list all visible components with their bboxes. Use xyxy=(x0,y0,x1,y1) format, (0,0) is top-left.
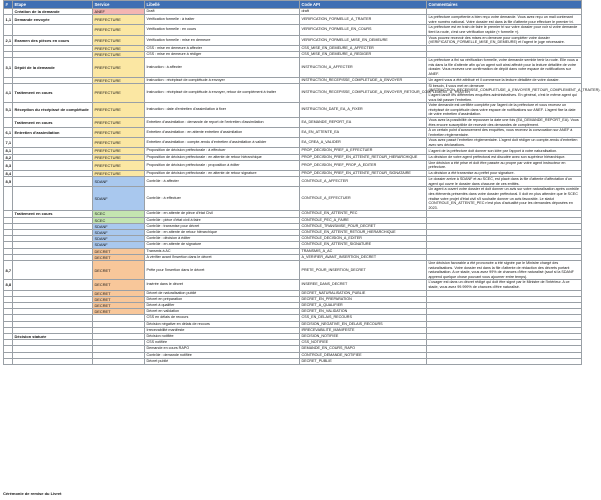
cell-code-api[interactable]: CSS_NOTIFIEE xyxy=(300,340,427,346)
cell-libelle[interactable]: Proposition de décision préfectorale : proposition à éditer xyxy=(145,160,300,170)
cell-code-api[interactable]: CONTROLE_DEMANDE_NOTIFIEE xyxy=(300,352,427,358)
cell-step-number[interactable]: 5,1 xyxy=(4,103,13,118)
cell-etape[interactable] xyxy=(13,280,93,290)
cell-step-number[interactable]: 8,8 xyxy=(4,280,13,290)
cell-step-number[interactable]: 7,1 xyxy=(4,138,13,148)
cell-code-api[interactable]: CONTROLE_TRANSMISE_POUR_DECRET xyxy=(300,223,427,229)
cell-code-api[interactable]: PROP_DECISION_PREF_EN_ATTENTE_RETOUR_SIGNATAIRE xyxy=(300,171,427,177)
cell-commentaires[interactable]: Si besoin, il vous met en demeure (INSTRUCTION_RECEPISSE_COMPLETUDE_A_ENVOYER_RETOUR_COMPLEMENT_A_TRAITER). L'agent lance les différentes enquêtes administratives. En général, c'est le même agent qui vous fait passer l'entretien. xyxy=(428,83,601,102)
cell-commentaires[interactable]: La décision a été transmise au préfet pour signature. xyxy=(427,171,582,177)
cell-commentaires[interactable]: La décision de votre agent préfectoral est discutée avec son supérieur hiérarchique. xyxy=(427,154,582,160)
cell-libelle[interactable]: Vérification formelle : mise en demeure xyxy=(145,35,300,45)
cell-libelle[interactable]: Instruction : date d'entretien d'assimilation à fixer xyxy=(145,103,300,118)
cell-commentaires[interactable]: La préfecture a fini sa vérification formelle, votre demande semble tenir la route. Elle vous a mis dans la file d'attente afin qu'un agent soit ainsi affecté pour la lecture détaillée de votre dossier. Vous recevez une confirmation de dépôt dans votre espace de notifications sur ANEF. xyxy=(427,58,582,77)
cell-libelle[interactable]: Vérification formelle : à traiter xyxy=(145,15,300,25)
cell-commentaires[interactable]: Vous pouvez recevoir des mises en demeure pour compléter votre dossier (VERIFICATION_FORMELLE_MISE_EN_DEMEURE) et l'agent le juge nécessaire. xyxy=(427,35,582,45)
cell-etape[interactable] xyxy=(13,358,93,364)
cell-code-api[interactable]: CONTROLE_A_AFFECTER xyxy=(300,177,427,187)
cell-commentaires[interactable]: Un agent a ouvert votre dossier et doit donner un avis sur votre naturalisation après contrôle des éléments présentés dans votre dossier préfectoral. Il doit en plus attendre que le SCEC réalise votre projet d'état civil s'il souhaite donner un avis favorable. Le statut CONTROLE_EN_ATTENTE_PEC n'est plus d'actualité pour les demandes déposées en 2023. xyxy=(427,187,582,211)
cell-code-api[interactable]: PROP_DECISION_PREF_EN_ATTENTE_RETOUR_HIERARCHIQUE xyxy=(300,154,427,160)
cell-service[interactable]: DECRET xyxy=(93,248,145,254)
cell-service[interactable]: PREFECTURE xyxy=(93,45,145,51)
cell-libelle[interactable]: Contrôle : en attente de retour hiérarchique xyxy=(145,230,300,236)
cell-step-number[interactable]: 8,5 xyxy=(4,177,13,187)
cell-service[interactable] xyxy=(93,358,145,364)
cell-code-api[interactable]: A_VERIFIER_AVANT_INSERTION_DECRET xyxy=(300,254,427,260)
cell-etape[interactable]: Demande envoyée xyxy=(13,15,93,25)
cell-etape[interactable]: Traitement en cours xyxy=(13,211,93,217)
cell-step-number[interactable] xyxy=(4,358,13,364)
table-row xyxy=(4,117,582,127)
cell-code-api[interactable]: DECISION_NOTIFIEE xyxy=(300,334,427,340)
cell-libelle[interactable]: Décret en préparation xyxy=(145,296,300,302)
cell-step-number[interactable]: 1,1 xyxy=(4,15,13,25)
cell-libelle[interactable]: Draft xyxy=(145,9,300,15)
cell-service[interactable]: SDANF xyxy=(93,236,145,242)
header-libelle[interactable]: Libellé xyxy=(145,1,300,9)
cell-code-api[interactable]: PROP_DECISION_PREF_PROP_A_EDITER xyxy=(300,160,427,170)
cell-libelle[interactable]: Contrôle : en attente de signature xyxy=(145,242,300,248)
cell-service[interactable]: PREFECTURE xyxy=(93,35,145,45)
cell-service[interactable]: PREFECTURE xyxy=(93,77,145,83)
cell-service[interactable]: DECRET xyxy=(93,280,145,290)
cell-etape[interactable]: Traitement en cours xyxy=(13,117,93,127)
cell-code-api[interactable]: CSS_EN_DELAIS_RECOURS xyxy=(300,315,427,321)
cell-commentaires[interactable]: La préfecture est en train de faire le premier tri sur votre dossier pour voir si votre demande tient la route, c'est une vérification rapide (« formelle »). xyxy=(427,25,582,35)
cell-service[interactable]: SDANF xyxy=(93,177,145,187)
cell-libelle[interactable]: CSS en délais de recours xyxy=(145,315,300,321)
cell-service[interactable]: PREFECTURE xyxy=(93,103,145,118)
table-row xyxy=(4,15,582,25)
cell-code-api[interactable]: CONTROLE_DECISION_A_EDITER xyxy=(300,236,427,242)
cell-service[interactable]: SDANF xyxy=(93,242,145,248)
cell-code-api[interactable]: CONTROLE_EN_ATTENTE_PEC xyxy=(300,211,427,217)
cell-commentaires[interactable]: Une décision favorable a été prononcée a été signée par le Ministre chargé des naturalisations. Votre dossier est dans la file d'attente de rédaction des décrets portant naturalisation. A ce stade, vous avez 99% de chances d'être naturalisé (sauf si la SDANF apprend quelque chose pouvant vous ajourner entre temps). xyxy=(427,261,582,280)
cell-etape[interactable] xyxy=(13,138,93,148)
header-code-api[interactable]: Code API xyxy=(300,1,427,9)
cell-code-api[interactable]: EA_EN_ATTENTE_EA xyxy=(300,128,427,138)
cell-libelle[interactable]: Entretien d'assimilation : demande de report de l'entretien d'assimilation xyxy=(145,117,300,127)
header-commentaires[interactable]: Commentaires xyxy=(427,1,582,9)
cell-service[interactable]: SCEC xyxy=(93,217,145,223)
cell-code-api[interactable]: INSEREE_DANS_DECRET xyxy=(300,280,427,290)
cell-code-api[interactable]: INSTRUCTION_RECEPISSE_COMPLETUDE_A_ENVOYER_RETOUR_COMPLEMENT_A_TRAITER xyxy=(300,83,427,102)
cell-libelle[interactable]: Transmis à AC xyxy=(145,248,300,254)
table-row xyxy=(4,138,582,148)
cell-step-number[interactable]: 8,3 xyxy=(4,160,13,170)
cell-step-number[interactable] xyxy=(4,187,13,211)
cell-libelle[interactable]: Proposition de décision préfectorale : en attente de retour signature xyxy=(145,171,300,177)
table-row xyxy=(4,358,582,364)
cell-libelle[interactable]: Décret en validation xyxy=(145,309,300,315)
cell-service[interactable]: PREFECTURE xyxy=(93,154,145,160)
cell-code-api[interactable]: DEMANDE_EN_COURS_RAPO xyxy=(300,346,427,352)
cell-libelle[interactable]: Contrôle : à affecter xyxy=(145,177,300,187)
cell-code-api[interactable]: DECRET_PUBLIE xyxy=(300,358,427,364)
cell-code-api[interactable]: DECRET_EN_PREPARATION xyxy=(300,296,427,302)
cell-service[interactable]: PREFECTURE xyxy=(93,138,145,148)
cell-etape[interactable] xyxy=(13,177,93,187)
cell-etape[interactable]: Dépôt de la demande xyxy=(13,58,93,77)
cell-code-api[interactable]: CONTROLE_A_EFFECTUER xyxy=(300,187,427,211)
table-row xyxy=(4,35,582,45)
cell-code-api[interactable]: INSTRUCTION_RECEPISSE_COMPLETUDE_A_ENVOYER xyxy=(300,77,427,83)
cell-libelle[interactable]: Décret publié xyxy=(145,358,300,364)
table-row xyxy=(4,103,582,118)
cell-step-number[interactable]: 2,1 xyxy=(4,35,13,45)
cell-etape[interactable] xyxy=(13,261,93,280)
cell-code-api[interactable]: VERIFICATION_FORMELLE_A_TRAITER xyxy=(300,15,427,25)
cell-libelle[interactable]: Décret de naturalisation publié xyxy=(145,290,300,296)
cell-libelle[interactable]: Demande en cours RAPO xyxy=(145,346,300,352)
cell-step-number[interactable]: 8,2 xyxy=(5,154,12,160)
cell-commentaires[interactable]: A un certain point d'avancement des enquêtes, vous recevez la convocation sur ANEF à l'entretien réglementaire. xyxy=(427,128,582,138)
cell-code-api[interactable]: EA_DEMANDE_REPORT_EA xyxy=(300,117,427,127)
cell-etape[interactable] xyxy=(13,25,93,35)
cell-code-api[interactable]: TRANSMIS_A_AC xyxy=(300,248,427,254)
cell-commentaires[interactable] xyxy=(427,358,582,364)
cell-code-api[interactable]: PRETE_POUR_INSERTION_DECRET xyxy=(300,261,427,280)
cell-libelle[interactable]: Instruction : récépissé de complétude à envoyer, retour de complément à traiter xyxy=(145,83,300,102)
cell-step-number[interactable]: 3,1 xyxy=(4,58,13,77)
cell-step-number[interactable]: 8,7 xyxy=(4,261,13,280)
table-row xyxy=(4,160,582,170)
cell-libelle[interactable]: Instruction : à affecter xyxy=(145,58,300,77)
cell-etape[interactable]: Création de la demande xyxy=(13,9,93,15)
cell-etape[interactable]: Décision statuée xyxy=(13,334,93,340)
header-row xyxy=(4,1,582,9)
cell-commentaires[interactable]: Le dossier arrive à SDANF et au SCEC, est placé dans la file d'attente d'affectation d'un agent qui ouvre le dossier dans chacune de ces entités. xyxy=(427,177,582,187)
cell-etape[interactable]: Traitement en cours xyxy=(13,83,93,102)
cell-service[interactable]: SCEC xyxy=(93,211,145,217)
cell-service[interactable]: PREFECTURE xyxy=(93,15,145,25)
cell-service[interactable]: PREFECTURE xyxy=(93,148,145,154)
cell-code-api[interactable]: DECRET_EN_VALIDATION xyxy=(300,309,427,315)
table-row xyxy=(4,177,582,187)
cell-libelle[interactable]: Décision notifiée xyxy=(145,334,300,340)
cell-code-api[interactable]: CSS_MISE_EN_DEMEURE_A_AFFECTER xyxy=(300,45,427,51)
cell-libelle[interactable]: CSS : mise en demeure à affecter xyxy=(145,45,300,51)
cell-code-api[interactable]: DECRET_NATURALISATION_PUBLIE xyxy=(300,290,427,296)
cell-service[interactable]: PREFECTURE xyxy=(93,58,145,77)
cell-commentaires[interactable]: Un agent vous a été attribué et il commence la lecture détaillée de votre dossier. xyxy=(427,77,582,83)
cell-service[interactable]: PREFECTURE xyxy=(93,128,145,138)
cell-libelle[interactable]: Contrôle : demande notifiée xyxy=(145,352,300,358)
cell-etape[interactable]: Entretien d'assimilation xyxy=(13,128,93,138)
cell-commentaires[interactable]: L'usager est dans un décret rédigé qui doit être signé par le Ministre de l'Intérieur. A ce stade, vous avez 99.999% de chances d'être naturalisé. xyxy=(427,280,582,290)
cell-libelle[interactable]: Décret à qualifier xyxy=(145,303,300,309)
cell-code-api[interactable]: CONTROLE_EN_ATTENTE_RETOUR_HIERARCHIQUE xyxy=(300,230,427,236)
cell-etape[interactable]: Examen des pièces en cours xyxy=(13,35,93,45)
cell-service[interactable]: PREFECTURE xyxy=(93,160,145,170)
table-row xyxy=(4,58,582,77)
cell-code-api[interactable]: VERIFICATION_FORMELLE_MISE_EN_DEMEURE xyxy=(300,35,427,45)
cell-libelle[interactable]: CSS notifiée xyxy=(145,340,300,346)
cell-libelle[interactable]: Contrôle : à effectuer xyxy=(145,187,300,211)
table-row xyxy=(4,261,582,280)
cell-libelle[interactable]: A vérifier avant l'insertion dans le décret xyxy=(145,254,300,260)
cell-libelle[interactable]: Contrôle : transmise pour décret xyxy=(145,223,300,229)
cell-step-number[interactable]: 6,1 xyxy=(4,128,13,138)
cell-code-api[interactable]: INSTRUCTION_DATE_EA_A_FIXER xyxy=(300,103,427,118)
cell-libelle[interactable]: Irrecevabilité manifeste xyxy=(145,327,300,333)
cell-service[interactable]: DECRET xyxy=(93,290,145,296)
cell-service[interactable]: PREFECTURE xyxy=(93,171,145,177)
header-etape[interactable]: Etape xyxy=(13,1,93,9)
table-row xyxy=(4,83,582,102)
cell-etape[interactable] xyxy=(13,187,93,211)
cell-libelle[interactable]: CSS : mise en demeure à rédiger xyxy=(145,51,300,57)
cell-service[interactable]: SDANF xyxy=(93,187,145,211)
cell-service[interactable]: DECRET xyxy=(93,254,145,260)
cell-libelle[interactable]: Décision négative en délais de recours xyxy=(145,321,300,327)
cell-service[interactable]: SDANF xyxy=(93,230,145,236)
cell-libelle[interactable]: Contrôle : pièce d'état civil à faire xyxy=(145,217,300,223)
cell-commentaires[interactable]: Votre demande est certifiée complète par l'agent de la préfecture et vous recevez un récépissé de complétude dans votre espace de notifications sur ANEF. L'agent fixe la date de votre entretien d'assimilation. xyxy=(427,103,582,118)
cell-code-api[interactable]: draft xyxy=(300,9,427,15)
cell-service[interactable]: PREFECTURE xyxy=(93,25,145,35)
table-row xyxy=(4,128,582,138)
cell-etape[interactable]: Réception du récépissé de complétude xyxy=(13,103,93,118)
cell-code-api[interactable]: IRRECEVABILITE_MANIFESTE xyxy=(300,327,427,333)
cell-libelle[interactable]: Entretien d'assimilation : en attente entretien d'assimilation xyxy=(145,128,300,138)
cell-step-number[interactable] xyxy=(4,117,13,127)
cell-code-api[interactable]: CSS_MISE_EN_DEMEURE_A_REDIGER xyxy=(300,51,427,57)
cell-libelle[interactable]: Proposition de décision préfectorale : en attente de retour hiérarchique xyxy=(145,154,300,160)
cell-commentaires[interactable]: La préfecture compétente a bien reçu votre demande. Vous avez reçu un mail contenant votre numéro national. Votre dossier est dans la file d'attente pour effectuer le premier tri. xyxy=(427,15,582,25)
cell-libelle[interactable]: Insérée dans le décret xyxy=(145,280,300,290)
cell-step-number[interactable]: 8,1 xyxy=(5,148,12,154)
cell-code-api[interactable]: EA_CREA_A_VALIDER xyxy=(300,138,427,148)
cell-libelle[interactable]: Instruction : récépissé de complétude à envoyer xyxy=(145,77,300,83)
cell-step-number[interactable] xyxy=(4,25,13,35)
cell-code-api[interactable]: DECISION_NEGATIVE_EN_DELAIS_RECOURS xyxy=(300,321,427,327)
cell-code-api[interactable]: INSTRUCTION_A_AFFECTER xyxy=(300,58,427,77)
cell-libelle[interactable]: Proposition de décision préfectorale : à effectuer xyxy=(145,148,300,154)
cell-etape[interactable] xyxy=(13,160,93,170)
cell-service[interactable]: SDANF xyxy=(93,223,145,229)
cell-libelle[interactable]: Prête pour l'insertion dans le décret xyxy=(145,261,300,280)
cell-code-api[interactable]: PROP_DECISION_PREF_A_EFFECTUER xyxy=(300,148,427,154)
cell-service[interactable]: ANEF xyxy=(93,9,145,15)
cell-step-number[interactable]: 4,1 xyxy=(4,83,13,102)
footer-row-label: Cérémonie de remise du Livret xyxy=(3,491,62,496)
table-row xyxy=(4,25,582,35)
cell-service[interactable]: PREFECTURE xyxy=(93,83,145,102)
cell-libelle[interactable]: Vérification formelle : en cours xyxy=(145,25,300,35)
table-row xyxy=(4,280,582,290)
cell-service[interactable]: DECRET xyxy=(93,296,145,302)
cell-code-api[interactable]: CONTROLE_PEC_A_FAIRE xyxy=(300,217,427,223)
cell-service[interactable]: DECRET xyxy=(93,309,145,315)
table-row xyxy=(4,187,582,211)
cell-commentaires[interactable]: Vous avez la possibilité de repousser la date une fois (EA_DEMANDE_REPORT_EA). Vous êtes encore susceptible de recevoir des demandes de complément. xyxy=(427,117,582,127)
header-service[interactable]: Service xyxy=(93,1,145,9)
cell-code-api[interactable]: CONTROLE_EN_ATTENTE_SIGNATURE xyxy=(300,242,427,248)
cell-code-api[interactable]: VERIFICATION_FORMELLE_EN_COURS xyxy=(300,25,427,35)
cell-libelle[interactable]: Contrôle : décision à éditer xyxy=(145,236,300,242)
cell-code-api[interactable]: DECRET_A_QUALIFIER xyxy=(300,303,427,309)
cell-commentaires[interactable]: Vous avez passé l'entretien réglementaire. L'agent doit rédiger un compte-rendu d'entretien avec ses déclarations. xyxy=(427,138,582,148)
cell-step-number[interactable]: 8,4 xyxy=(5,171,12,177)
header-num[interactable]: # xyxy=(4,1,13,9)
cell-service[interactable]: DECRET xyxy=(93,303,145,309)
cell-libelle[interactable]: Entretien d'assimilation : compte-rendu d'entretien d'assimilation à valider xyxy=(145,138,300,148)
cell-service[interactable]: PREFECTURE xyxy=(93,117,145,127)
status-table xyxy=(3,0,601,365)
cell-commentaires[interactable]: Une décision a été prise et doit être passée au propre par votre agent instructeur en préfecture. xyxy=(427,160,582,170)
cell-service[interactable]: PREFECTURE xyxy=(93,51,145,57)
cell-libelle[interactable]: Contrôle : en attente de pièce d'état Civil xyxy=(145,211,300,217)
cell-commentaires[interactable]: L'agent de la préfecture doit donner son idée par l'apport à votre naturalisation. xyxy=(427,148,582,154)
cell-service[interactable]: DECRET xyxy=(93,261,145,280)
